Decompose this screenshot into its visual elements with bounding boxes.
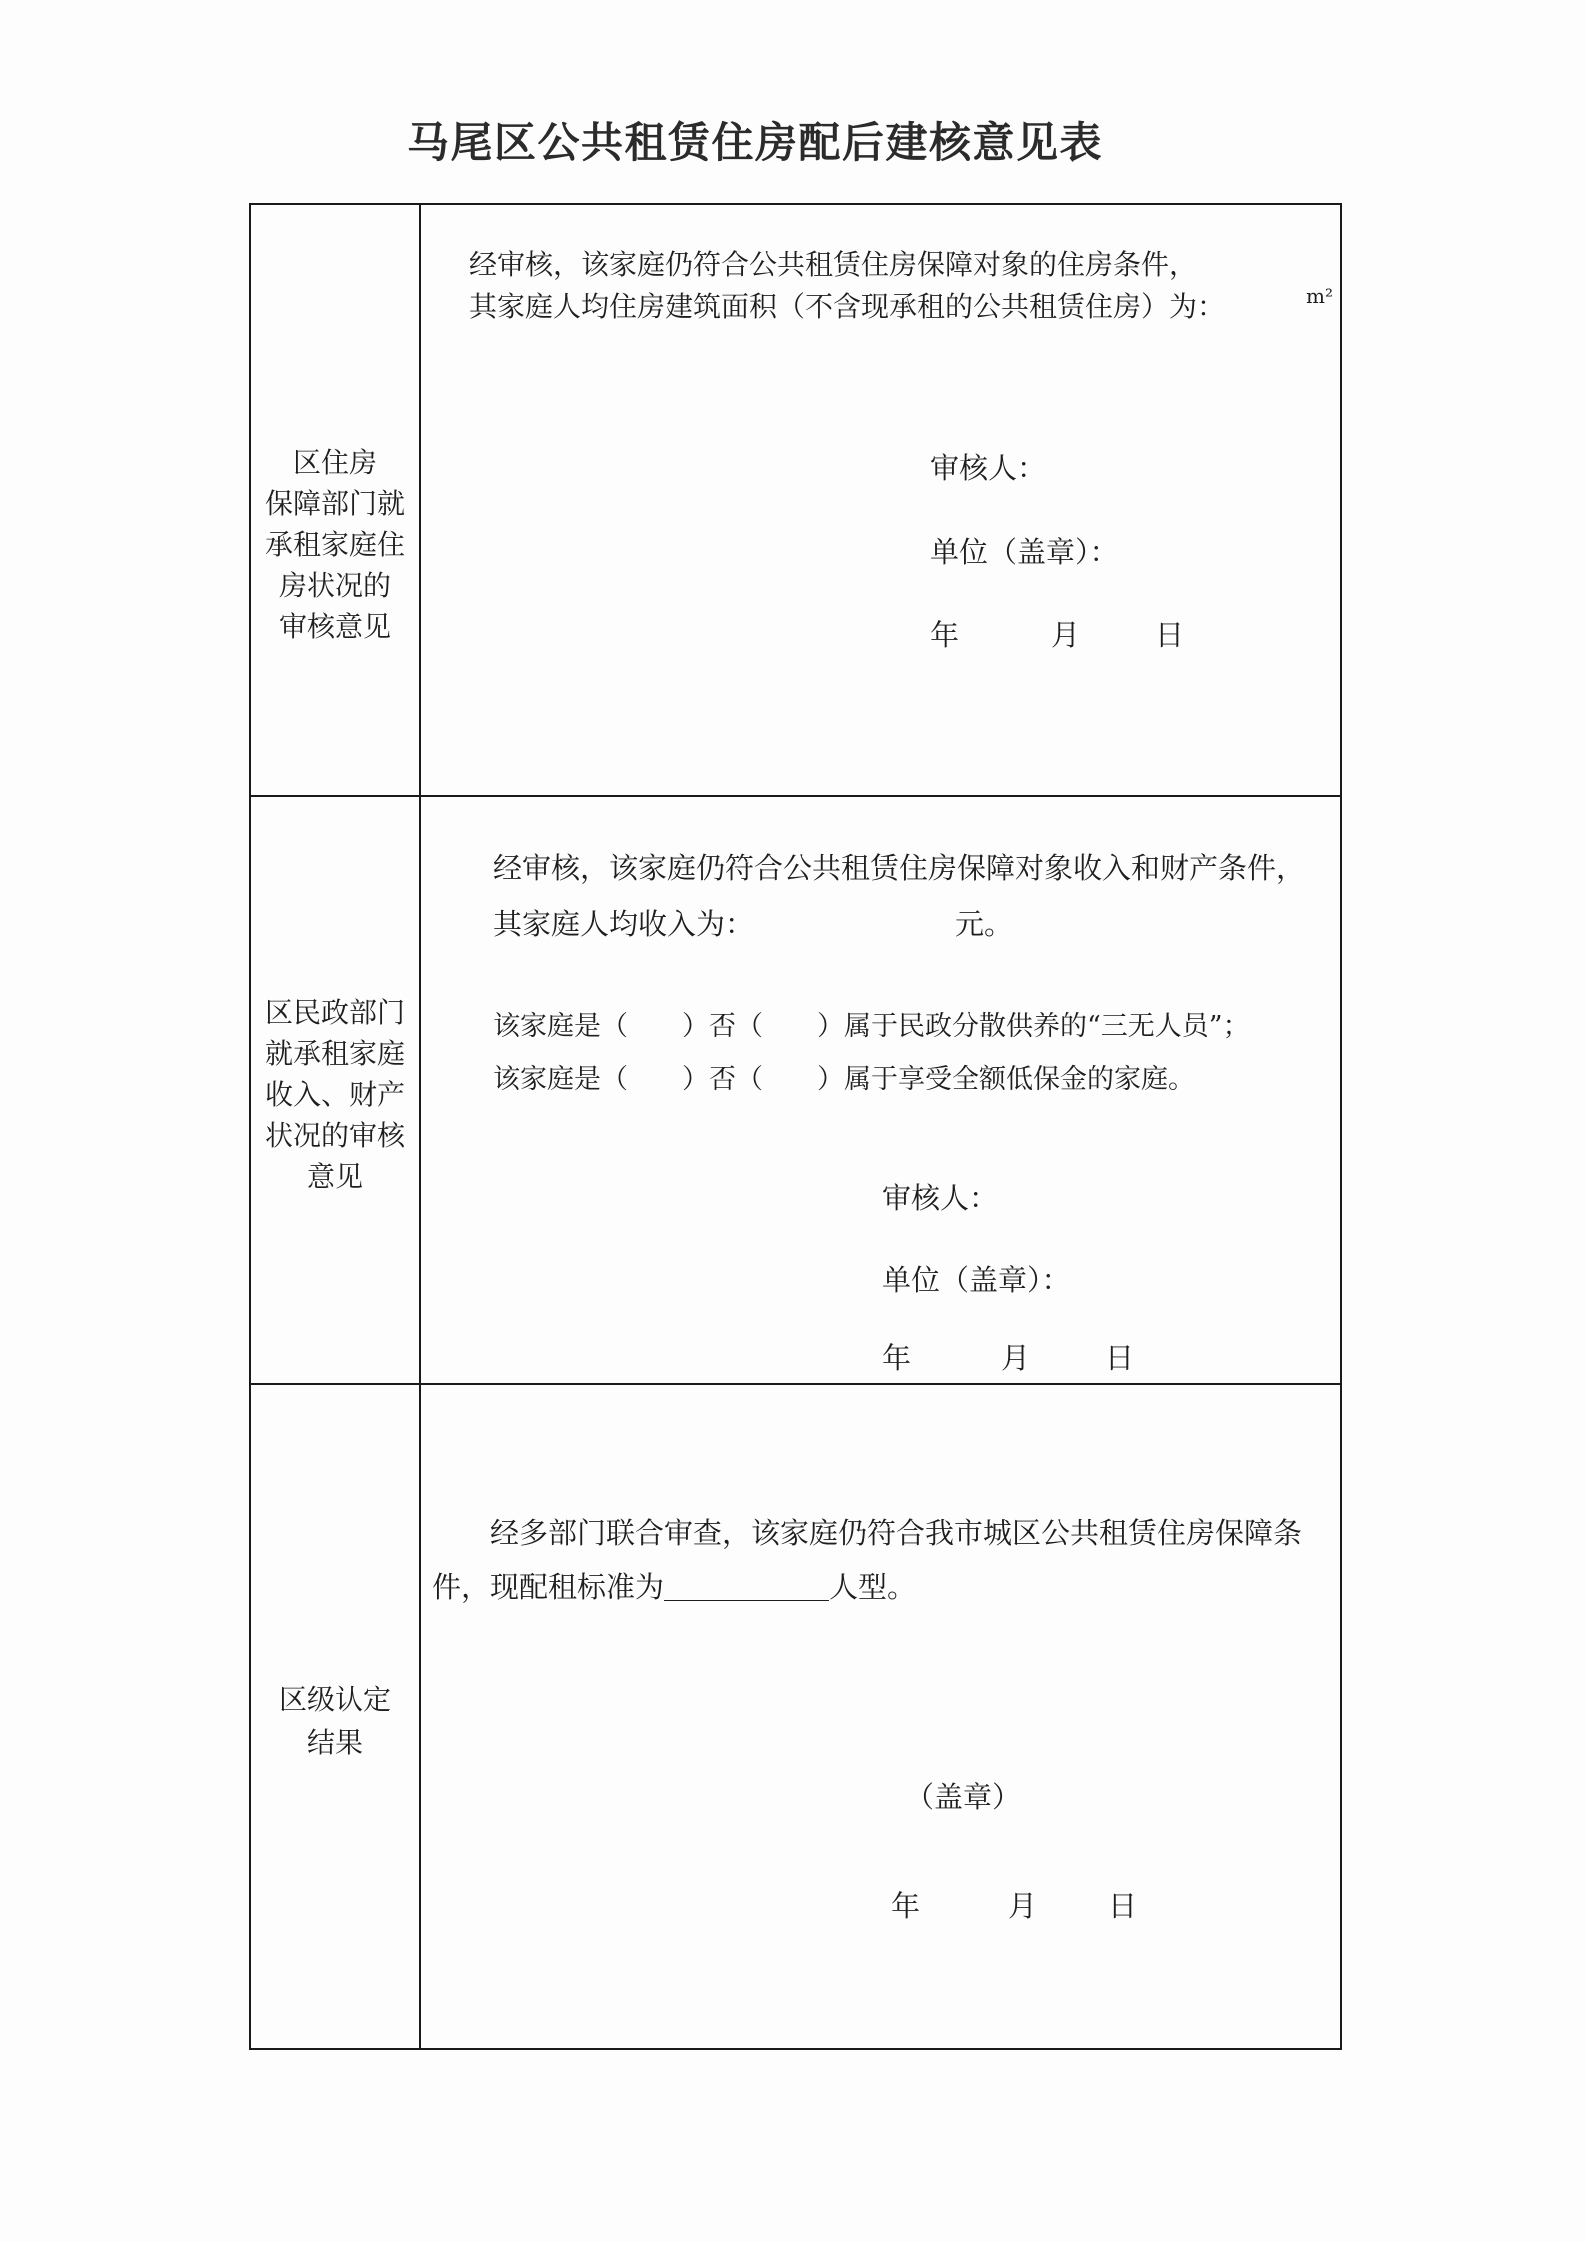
label-line: 结果 [306, 1726, 363, 1759]
date-year-label: 年 [930, 618, 960, 652]
label-line: 审核意见 [278, 610, 391, 643]
date-day-label: 日 [1105, 1341, 1135, 1375]
housing-statement-line: 经审核，该家庭仍符合公共租赁住房保障对象的住房条件， [469, 248, 1198, 281]
area-unit: m² [1306, 284, 1333, 308]
reviewer-label: 审核人： [930, 451, 1047, 485]
label-line: 意见 [306, 1160, 363, 1193]
rental-standard-line [432, 1570, 916, 1605]
form-title: 马尾区公共租赁住房配后建核意见表 [407, 118, 1104, 167]
income-unit: 元。 [955, 907, 1014, 941]
label-line: 区级认定 [278, 1683, 391, 1716]
label-line: 区住房 [292, 446, 377, 479]
rental-standard-prefix: 件，现配租标准为 [432, 1570, 665, 1605]
date-month-label: 月 [1008, 1889, 1038, 1923]
label-line: 承租家庭住 [264, 528, 405, 561]
date-month-label: 月 [1051, 618, 1081, 652]
row-divider-1 [249, 795, 1342, 797]
seal-label: （盖章） [905, 1780, 1022, 1814]
housing-area-statement-line: 其家庭人均住房建筑面积（不含现承租的公共租赁住房）为： [469, 290, 1226, 323]
date-day-label: 日 [1155, 618, 1185, 652]
date-year-label: 年 [891, 1889, 921, 1923]
seal-label: 单位（盖章）： [930, 535, 1119, 569]
reviewer-label: 审核人： [882, 1181, 999, 1215]
low-income-check-line: 该家庭是（ ）否（ ）属于享受全额低保金的家庭。 [493, 1064, 1195, 1095]
label-line: 保障部门就 [264, 487, 405, 520]
date-day-label: 日 [1108, 1889, 1138, 1923]
three-no-check-line: 该家庭是（ ）否（ ）属于民政分散供养的“三无人员”； [493, 1011, 1250, 1042]
date-year-label: 年 [882, 1341, 912, 1375]
civil-affairs-review-label [251, 992, 419, 1197]
date-month-label: 月 [1001, 1341, 1031, 1375]
income-statement-line: 经审核，该家庭仍符合公共租赁住房保障对象收入和财产条件， [493, 851, 1306, 885]
rental-standard-suffix: 人型。 [829, 1570, 917, 1605]
label-line: 状况的审核 [264, 1119, 405, 1152]
seal-label: 单位（盖章）： [882, 1263, 1071, 1297]
label-line: 就承租家庭 [264, 1037, 405, 1070]
district-result-label [251, 1678, 419, 1764]
label-line: 区民政部门 [264, 996, 405, 1029]
joint-review-statement-line: 经多部门联合审查，该家庭仍符合我市城区公共租赁住房保障条 [490, 1516, 1303, 1550]
rental-standard-blank [664, 1570, 829, 1601]
housing-review-label [251, 442, 419, 647]
income-amount-line: 其家庭人均收入为： [493, 907, 755, 941]
label-line: 收入、财产 [264, 1078, 405, 1111]
label-line: 房状况的 [278, 569, 391, 602]
column-divider [419, 203, 421, 2050]
row-divider-2 [249, 1383, 1342, 1385]
